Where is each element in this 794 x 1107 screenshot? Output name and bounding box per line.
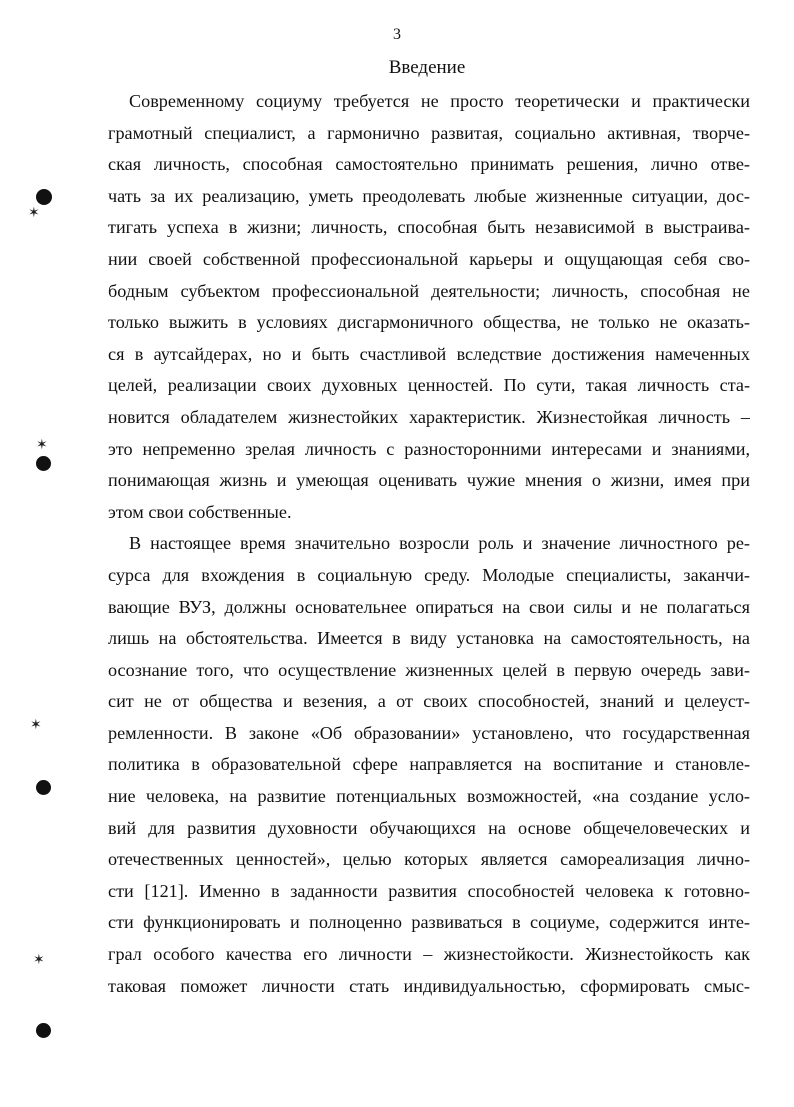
text-line: вающие ВУЗ, должны основательнее опираться на свои силы и не полагаться [108, 596, 750, 617]
text-line: этом свои собственные. [108, 501, 292, 522]
text-line: вий для развития духовности обучающихся на основе общечеловеческих и [108, 817, 750, 838]
punch-hole-mark [36, 780, 51, 795]
punch-hole-mark [36, 1023, 51, 1038]
text-line: ская личность, способная самостоятельно принимать решения, лично отве- [108, 154, 750, 175]
scan-speck-icon: ✶ [30, 717, 42, 733]
text-line: Современному социуму требуется не просто теоретически и практически [129, 91, 750, 111]
punch-hole-mark [36, 189, 52, 205]
text-line: В настоящее время значительно возросли роль и значение личностного ре- [129, 533, 750, 554]
text-line: это непременно зрелая личность с разносторонними интересами и знаниями, [108, 438, 750, 459]
scan-speck-icon: ✶ [36, 437, 48, 453]
text-line: таковая поможет личности стать индивидуальностью, сформировать смыс- [108, 975, 750, 996]
text-line: сти функционировать и полноценно развиваться в социуме, содержится инте- [108, 912, 750, 933]
scan-speck-icon: ✶ [33, 952, 45, 968]
text-line: нии своей собственной профессиональной карьеры и ощущающая себя сво- [108, 248, 750, 269]
text-line: отечественных ценностей», целью которых является самореализация лично- [108, 849, 750, 870]
text-line: сурса для вхождения в социальную среду. Молодые специалисты, заканчи- [108, 564, 750, 585]
punch-hole-mark [36, 456, 51, 471]
text-line: ремленности. В законе «Об образовании» установлено, что государственная [108, 722, 750, 743]
text-line: только выжить в условиях дисгармоничного общества, не только не оказать- [108, 312, 750, 333]
text-line: ние человека, на развитие потенциальных возможностей, «на создание усло- [108, 786, 750, 807]
text-line: бодным субъектом профессиональной деятельности; личность, способная не [108, 280, 750, 301]
text-line: лишь на обстоятельства. Имеется в виду установка на самостоятельность, на [108, 628, 750, 649]
text-line: тигать успеха в жизни; личность, способная быть независимой в выстраива- [108, 217, 750, 238]
body-text [108, 86, 750, 1002]
text-line: политика в образовательной сфере направляется на воспитание и становле- [108, 754, 750, 775]
text-line: сти [121]. Именно в заданности развития способностей человека к готовно- [108, 880, 750, 901]
text-line: понимающая жизнь и умеющая оценивать чужие мнения о жизни, имея при [108, 470, 750, 491]
text-line: целей, реализации своих духовных ценностей. По сути, такая личность ста- [108, 375, 750, 396]
page-number: 3 [393, 26, 401, 43]
text-line: сит не от общества и везения, а от своих способностей, знаний и целеуст- [108, 691, 750, 712]
scan-speck-icon: ✶ [28, 205, 40, 221]
text-line: ся в аутсайдерах, но и быть счастливой вследствие достижения намеченных [108, 343, 750, 364]
text-line: осознание того, что осуществление жизненных целей в первую очередь зави- [108, 659, 750, 680]
text-line: грал особого качества его личности – жизнестойкости. Жизнестойкость как [108, 944, 750, 965]
text-line: новится обладателем жизнестойких характеристик. Жизнестойкая личность – [108, 406, 750, 427]
text-line: грамотный специалист, а гармонично развитая, социально активная, творче- [108, 122, 750, 143]
text-line: чать за их реализацию, уметь преодолевать любые жизненные ситуации, дос- [108, 185, 750, 206]
section-title: Введение [388, 57, 466, 78]
